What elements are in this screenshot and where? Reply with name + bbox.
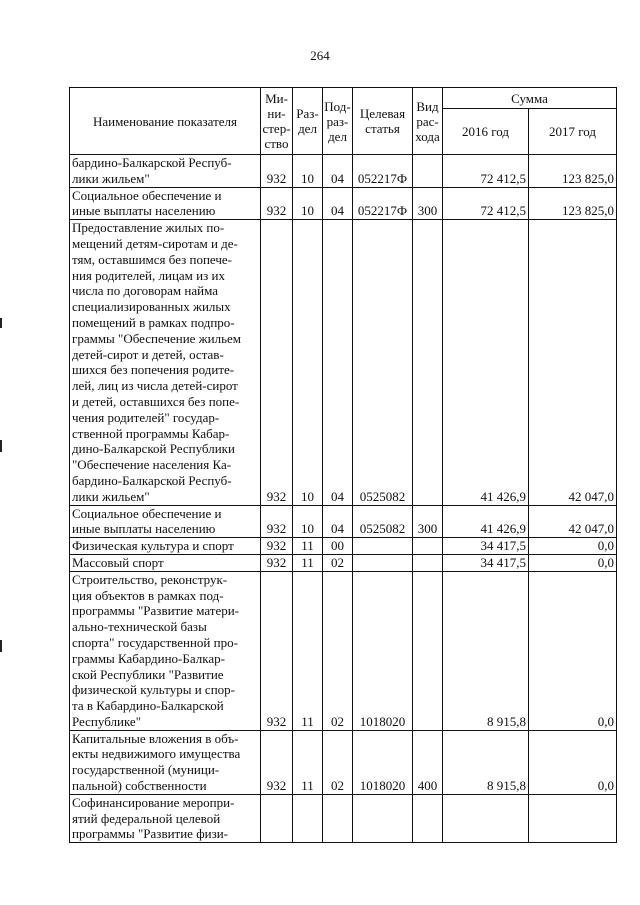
- row-ministry: 932: [261, 554, 293, 571]
- row-subsection: 02: [323, 554, 353, 571]
- table-body: [70, 155, 617, 843]
- row-section: 10: [293, 220, 323, 505]
- row-name: бардино-Балкарской Респуб- лики жильем": [70, 155, 261, 188]
- table-row: [70, 571, 617, 730]
- table-row: [70, 538, 617, 555]
- col-header-name: Наименование показателя: [70, 88, 261, 155]
- row-sum-2016: 41 426,9: [443, 220, 529, 505]
- row-subsection: 04: [323, 220, 353, 505]
- row-sum-2017: 123 825,0: [529, 187, 617, 220]
- budget-table: [69, 87, 617, 843]
- row-ministry: 932: [261, 187, 293, 220]
- col-header-subsection: Под- раз- дел: [323, 88, 353, 155]
- row-subsection: 04: [323, 505, 353, 538]
- row-sum-2016: 41 426,9: [443, 505, 529, 538]
- row-sum-2016: 34 417,5: [443, 554, 529, 571]
- row-name: Строительство, реконструк- ция объектов в рамках под- программы "Развитие матери- ально-технической базы спорта" государственной про- граммы Кабардино-Балкар- ской Республики "Развитие физической культуры и спор- та в Кабардино-Балкарской Республике": [70, 571, 261, 730]
- row-sum-2017: 123 825,0: [529, 155, 617, 188]
- table-row: [70, 220, 617, 505]
- row-subsection: 02: [323, 730, 353, 794]
- col-header-ministry: Ми- ни- стер- ство: [261, 88, 293, 155]
- row-section: 11: [293, 571, 323, 730]
- row-target-item: [353, 554, 413, 571]
- row-sum-2016: [443, 794, 529, 842]
- row-expense-type: 400: [413, 730, 443, 794]
- row-sum-2016: 72 412,5: [443, 155, 529, 188]
- row-subsection: 00: [323, 538, 353, 555]
- table-row: [70, 794, 617, 842]
- page-number: 264: [310, 48, 330, 63]
- row-sum-2017: 42 047,0: [529, 220, 617, 505]
- row-ministry: 932: [261, 220, 293, 505]
- scan-mark: [0, 440, 2, 452]
- row-subsection: [323, 794, 353, 842]
- row-target-item: [353, 794, 413, 842]
- row-target-item: 1018020: [353, 571, 413, 730]
- row-section: 10: [293, 505, 323, 538]
- row-sum-2017: 0,0: [529, 554, 617, 571]
- row-subsection: 04: [323, 187, 353, 220]
- row-target-item: 052217Ф: [353, 155, 413, 188]
- row-expense-type: [413, 554, 443, 571]
- row-sum-2016: 8 915,8: [443, 571, 529, 730]
- table-row: [70, 730, 617, 794]
- row-target-item: 0525082: [353, 505, 413, 538]
- row-expense-type: 300: [413, 505, 443, 538]
- col-header-target-item: Целевая статья: [353, 88, 413, 155]
- row-ministry: 932: [261, 571, 293, 730]
- row-target-item: 0525082: [353, 220, 413, 505]
- row-ministry: 932: [261, 505, 293, 538]
- row-ministry: 932: [261, 538, 293, 555]
- row-sum-2017: [529, 794, 617, 842]
- row-sum-2017: 0,0: [529, 538, 617, 555]
- col-header-section: Раз- дел: [293, 88, 323, 155]
- row-expense-type: [413, 538, 443, 555]
- col-header-expense-type: Вид рас- хода: [413, 88, 443, 155]
- row-expense-type: 300: [413, 187, 443, 220]
- row-name: Социальное обеспечение и иные выплаты населению: [70, 505, 261, 538]
- row-target-item: 052217Ф: [353, 187, 413, 220]
- row-expense-type: [413, 571, 443, 730]
- row-target-item: [353, 538, 413, 555]
- row-subsection: 02: [323, 571, 353, 730]
- row-expense-type: [413, 155, 443, 188]
- row-section: 11: [293, 554, 323, 571]
- row-name: Капитальные вложения в объ- екты недвижимого имущества государственной (муници- пальной) собственности: [70, 730, 261, 794]
- row-subsection: 04: [323, 155, 353, 188]
- row-target-item: 1018020: [353, 730, 413, 794]
- row-ministry: [261, 794, 293, 842]
- row-name: Социальное обеспечение и иные выплаты населению: [70, 187, 261, 220]
- table-row: [70, 155, 617, 188]
- row-ministry: 932: [261, 730, 293, 794]
- row-section: 11: [293, 730, 323, 794]
- row-name: Предоставление жилых по- мещений детям-сиротам и де- тям, оставшимся без попече- ния родителей, лицам из их числа по договорам найма специализированных жилых помещений в рамках подпро- граммы "Обеспечение жильем детей-сирот и детей, остав- шихся без попечения родите- лей, лиц из числа детей-сирот и детей, оставшихся без попе- чения родителей" государ- ственной программы Кабар- дино-Балкарской Республики "Обеспечение населения Ка- бардино-Балкарской Респуб- лики жильем": [70, 220, 261, 505]
- row-section: 10: [293, 187, 323, 220]
- row-section: [293, 794, 323, 842]
- row-section: 11: [293, 538, 323, 555]
- row-sum-2016: 72 412,5: [443, 187, 529, 220]
- col-header-sum: Сумма: [443, 88, 617, 109]
- scan-mark: [0, 640, 2, 652]
- table-row: [70, 554, 617, 571]
- row-sum-2017: 42 047,0: [529, 505, 617, 538]
- row-name: Массовый спорт: [70, 554, 261, 571]
- col-header-2017: 2017 год: [529, 109, 617, 155]
- table-row: [70, 505, 617, 538]
- row-section: 10: [293, 155, 323, 188]
- row-expense-type: [413, 794, 443, 842]
- row-sum-2017: 0,0: [529, 571, 617, 730]
- row-sum-2016: 8 915,8: [443, 730, 529, 794]
- row-expense-type: [413, 220, 443, 505]
- row-ministry: 932: [261, 155, 293, 188]
- scan-mark: [0, 318, 2, 328]
- row-name: Физическая культура и спорт: [70, 538, 261, 555]
- row-sum-2017: 0,0: [529, 730, 617, 794]
- row-name: Софинансирование меропри- ятий федеральной целевой программы "Развитие физи-: [70, 794, 261, 842]
- table-row: [70, 187, 617, 220]
- col-header-2016: 2016 год: [443, 109, 529, 155]
- row-sum-2016: 34 417,5: [443, 538, 529, 555]
